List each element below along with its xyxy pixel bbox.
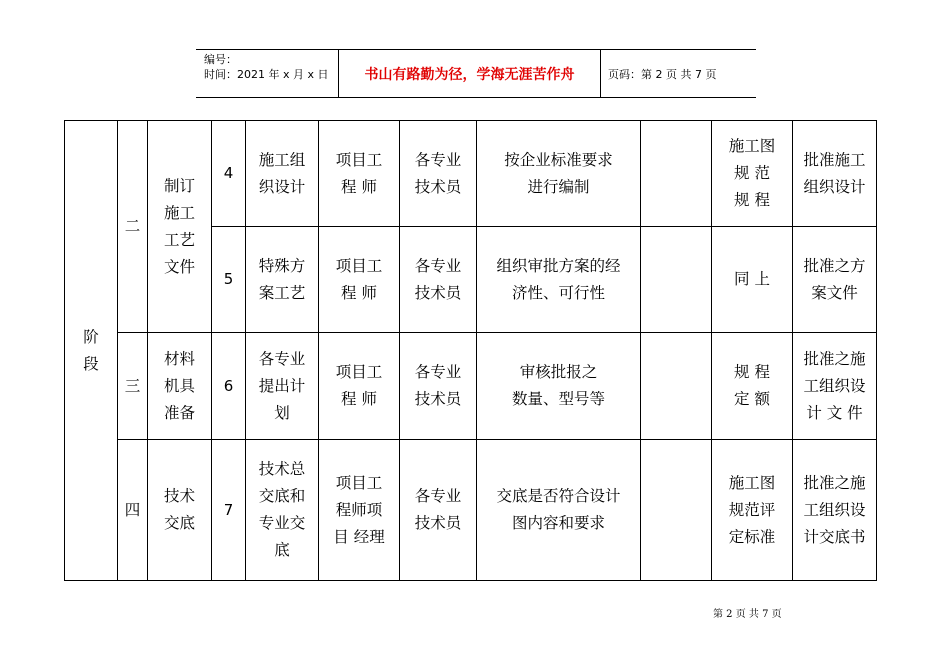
seq-cell: 6 — [212, 333, 246, 440]
page-header — [196, 49, 756, 98]
table-row — [65, 121, 877, 227]
participant-cell: 各专业 技术员 — [400, 440, 477, 581]
stage-cell: 阶 段 — [65, 121, 118, 581]
basis-cell: 施工图 规范评 定标准 — [712, 440, 793, 581]
content-cell: 交底是否符合设计 图内容和要求 — [477, 440, 641, 581]
content-cell: 按企业标准要求 进行编制 — [477, 121, 641, 227]
basis-cell: 施工图 规 范 规 程 — [712, 121, 793, 227]
result-cell: 批准之方 案文件 — [793, 227, 877, 333]
participant-cell: 各专业 技术员 — [400, 121, 477, 227]
group-number: 二 — [118, 121, 148, 333]
seq-cell: 5 — [212, 227, 246, 333]
footer-page-number: 第 2 页 共 7 页 — [713, 609, 782, 620]
group-name: 技术 交底 — [148, 440, 212, 581]
seq-cell: 4 — [212, 121, 246, 227]
empty-cell — [641, 333, 712, 440]
content-cell: 组织审批方案的经 济性、可行性 — [477, 227, 641, 333]
owner-cell: 项目工 程师项 目 经理 — [319, 440, 400, 581]
group-name: 材料 机具 准备 — [148, 333, 212, 440]
result-cell: 批准之施 工组织设 计交底书 — [793, 440, 877, 581]
empty-cell — [641, 440, 712, 581]
owner-cell: 项目工 程 师 — [319, 121, 400, 227]
group-number: 四 — [118, 440, 148, 581]
result-cell: 批准之施 工组织设 计 文 件 — [793, 333, 877, 440]
owner-cell: 项目工 程 师 — [319, 333, 400, 440]
basis-cell: 规 程 定 额 — [712, 333, 793, 440]
process-table — [64, 120, 877, 581]
empty-cell — [641, 121, 712, 227]
item-cell: 特殊方 案工艺 — [246, 227, 319, 333]
item-cell: 各专业 提出计 划 — [246, 333, 319, 440]
code-label: 编号： — [204, 53, 237, 66]
header-motto: 书山有路勤为径，学海无涯苦作舟 — [364, 67, 575, 83]
content-cell: 审核批报之 数量、型号等 — [477, 333, 641, 440]
header-divider — [600, 50, 601, 97]
item-cell: 施工组 织设计 — [246, 121, 319, 227]
basis-cell: 同 上 — [712, 227, 793, 333]
participant-cell: 各专业 技术员 — [400, 333, 477, 440]
header-page-number: 页码：第 2 页 共 7 页 — [608, 68, 717, 81]
participant-cell: 各专业 技术员 — [400, 227, 477, 333]
owner-cell: 项目工 程 师 — [319, 227, 400, 333]
group-name: 制订 施工 工艺 文件 — [148, 121, 212, 333]
time-label: 时间：2021 年 x 月 x 日 — [204, 68, 329, 81]
item-cell: 技术总 交底和 专业交 底 — [246, 440, 319, 581]
seq-cell: 7 — [212, 440, 246, 581]
table-row — [65, 440, 877, 581]
result-cell: 批准施工 组织设计 — [793, 121, 877, 227]
group-number: 三 — [118, 333, 148, 440]
empty-cell — [641, 227, 712, 333]
header-info — [204, 52, 329, 82]
table-row — [65, 333, 877, 440]
